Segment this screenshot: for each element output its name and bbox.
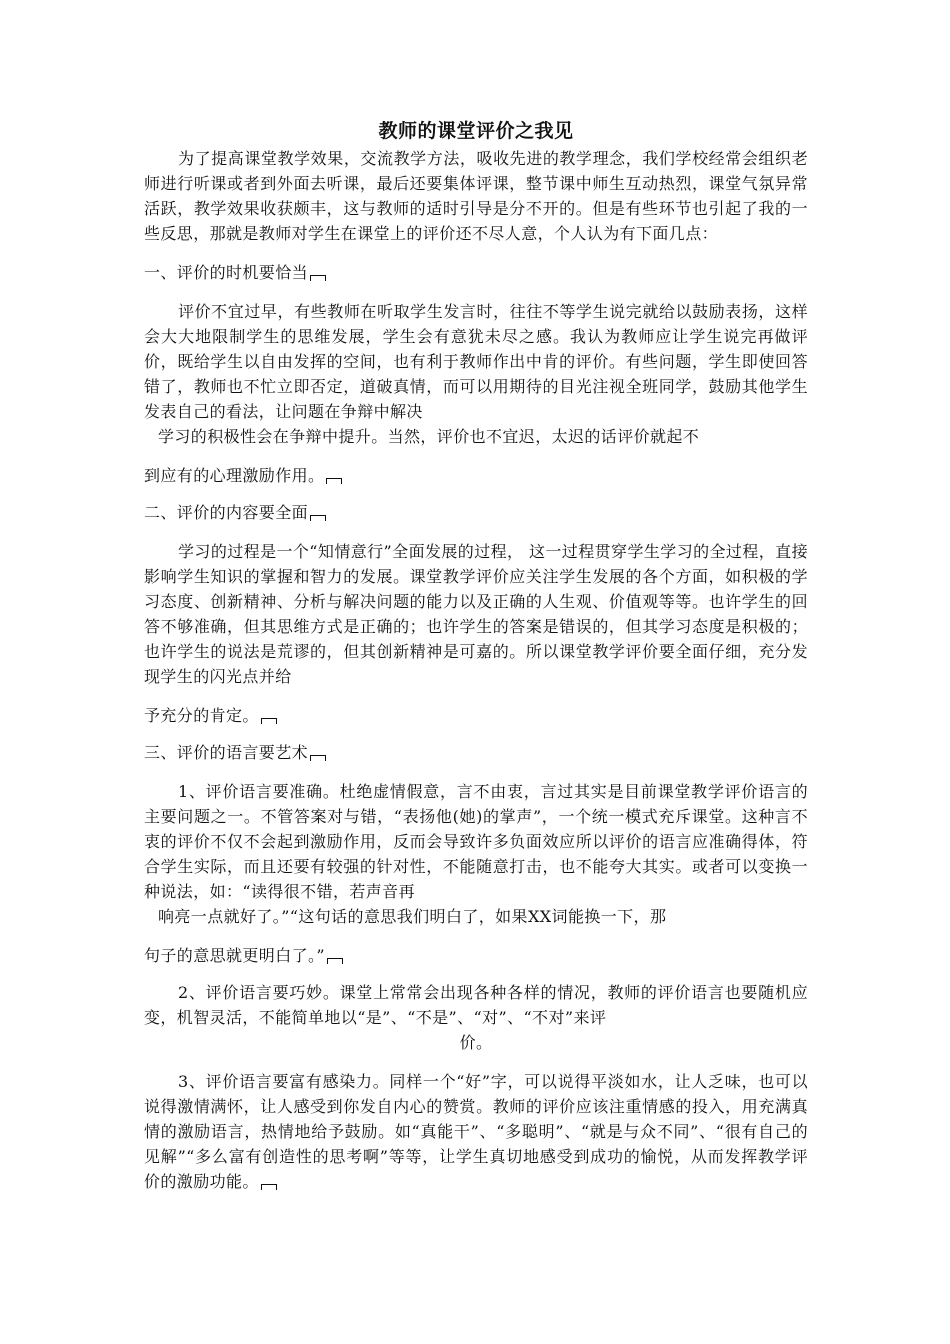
document-page [144,118,808,1194]
language-item-accurate: 1、评价语言要准确。杜绝虚情假意，言不由衷，言过其实是目前课堂教学评价语言的主要问题之一。不管答案对与错，“表扬他(她)的掌声”，一个统一模式充斥课堂。这种言不衷的评价不仅不会起到激励作用，反而会导致许多负面效应所以评价的语言应准确得体，符合学生实际，而且还要有较强的针对性，不能随意打击，也不能夸大其实。或者可以变换一种说法，如：“读得很不错，若声音再 [144,782,808,901]
section-body-timing-cont: 学习的积极性会在争辩中提升。当然，评价也不宜迟，太迟的话评价就起不 [158,427,700,446]
language-item-accurate-cont: 响亮一点就好了。”“这句话的意思我们明白了，如果XX词能换一下，那 [158,907,667,926]
section-body-timing: 评价不宜过早，有些教师在听取学生发言时，往往不等学生说完就给以鼓励表扬，这样会大大地限制学生的思维发展，学生会有意犹未尽之感。我认为教师应让学生说完再做评价，既给学生以自由发挥的空间，也有利于教师作出中肯的评价。有些问题，学生即使回答错了，教师也不忙立即否定，道破真情，而可以用期待的目光注视全班同学，鼓励其他学生发表自己的看法，让问题在争辩中解决 [144,302,808,421]
language-item-accurate-end: 句子的意思就更明白了。” [144,943,808,968]
paragraph-mark-icon [326,478,342,484]
section-heading-content: 二、评价的内容要全面 [144,500,808,525]
paragraph-mark-icon [310,515,326,521]
paragraph-mark-icon [310,275,326,281]
language-item-inspiring: 3、评价语言要富有感染力。同样一个“好”字，可以说得平淡如水，让人乏味，也可以说得激情满怀，让人感受到你发自内心的赞赏。教师的评价应该注重情感的投入，用充满真情的激励语言，热情地给予鼓励。如“真能干”、“多聪明”、“就是与众不同”、“很有自己的见解”“多么富有创造性的思考啊”等等，让学生真切地感受到成功的愉悦，从而发挥教学评价的激励功能。 [144,1072,808,1191]
paragraph-mark-icon [310,755,326,761]
section-body-timing-end: 到应有的心理激励作用。 [144,463,808,488]
intro-paragraph: 为了提高课堂教学效果，交流教学方法，吸收先进的教学理念，我们学校经常会组织老师进行听课或者到外面去听课，最后还要集体评课，整节课中师生互动热烈，课堂气氛异常活跃，教学效果收获颇丰，这与教师的适时引导是分不开的。但是有些环节也引起了我的一些反思，那就是教师对学生在课堂上的评价还不尽人意，个人认为有下面几点： [144,149,808,243]
section-heading-language: 三、评价的语言要艺术 [144,740,808,765]
paragraph-mark-icon [261,1184,277,1190]
document-title: 教师的课堂评价之我见 [378,120,574,142]
section-body-content-end: 予充分的肯定。 [144,703,808,728]
paragraph-mark-icon [261,718,277,724]
language-item-clever-end: 价。 [459,1033,493,1052]
section-heading-timing: 一、评价的时机要恰当 [144,260,808,285]
language-item-clever: 2、评价语言要巧妙。课堂上常常会出现各种各样的情况，教师的评价语言也要随机应变，机智灵活，不能简单地以“是”、“不是”、“对”、“不对”来评 [144,983,808,1027]
paragraph-mark-icon [327,958,343,964]
section-body-content: 学习的过程是一个“知情意行”全面发展的过程， 这一过程贯穿学生学习的全过程，直接影响学生知识的掌握和智力的发展。课堂教学评价应关注学生发展的各个方面，如积极的学习态度、创新精神、分析与解决问题的能力以及正确的人生观、价值观等等。也许学生的回答不够准确，但其思维方式是正确的；也许学生的答案是错误的，但其学习态度是积极的；也许学生的说法是荒谬的，但其创新精神是可嘉的。所以课堂教学评价要全面仔细，充分发现学生的闪光点并给 [144,542,808,686]
